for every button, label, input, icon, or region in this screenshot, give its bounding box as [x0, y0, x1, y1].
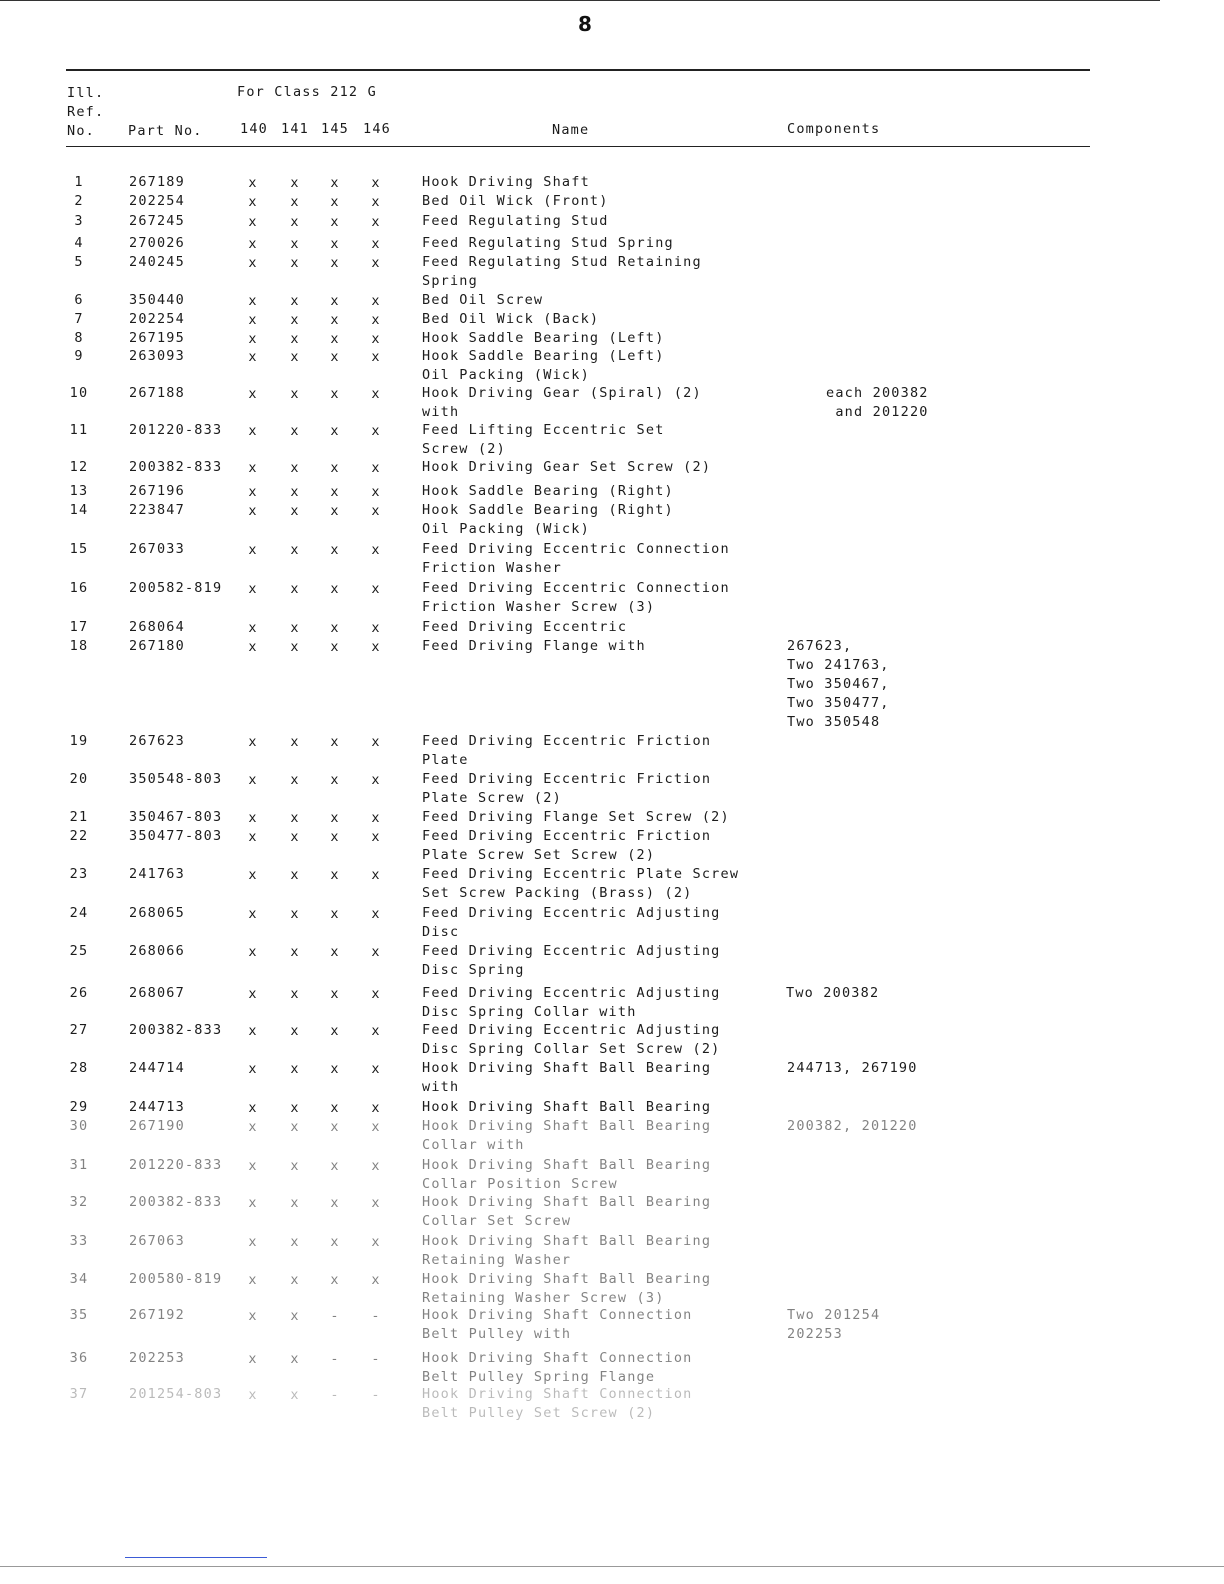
row-model-mark: x: [290, 620, 300, 636]
row-model-mark: x: [248, 386, 258, 402]
row-model-mark: x: [330, 175, 340, 191]
row-model-mark: x: [290, 734, 300, 750]
row-model-mark: x: [371, 175, 381, 191]
row-model-mark: x: [248, 810, 258, 826]
row-model-mark: x: [330, 1100, 340, 1116]
row-ref-number: 28: [69, 1060, 89, 1076]
row-model-mark: x: [371, 349, 381, 365]
row-part-number: 200382-833: [129, 1194, 223, 1210]
row-model-mark: x: [248, 620, 258, 636]
row-part-number: 244714: [129, 1060, 185, 1076]
row-model-mark: x: [371, 423, 381, 439]
row-model-mark: x: [290, 1351, 300, 1367]
row-model-mark: x: [330, 312, 340, 328]
row-model-mark: x: [248, 1023, 258, 1039]
row-part-name: Hook Driving Shaft Ball Bearing Retaining Washer: [422, 1233, 712, 1268]
row-model-mark: x: [371, 867, 381, 883]
row-part-name: Hook Driving Shaft Connection Belt Pulley Set Screw (2): [422, 1386, 693, 1421]
row-model-mark: x: [290, 331, 300, 347]
row-model-mark: x: [330, 386, 340, 402]
row-model-mark: x: [330, 810, 340, 826]
row-model-mark: x: [248, 214, 258, 230]
row-model-mark: x: [371, 810, 381, 826]
row-model-mark: x: [330, 1234, 340, 1250]
row-part-name: Hook Driving Gear (Spiral) (2) with: [422, 385, 702, 420]
row-model-mark: x: [290, 986, 300, 1002]
row-model-mark: x: [290, 1387, 300, 1403]
row-part-number: 267195: [129, 330, 185, 346]
row-model-mark: x: [290, 639, 300, 655]
row-ref-number: 2: [74, 193, 84, 209]
row-part-number: 268065: [129, 905, 185, 921]
row-ref-number: 36: [69, 1350, 89, 1366]
row-model-mark: x: [330, 331, 340, 347]
row-model-mark: x: [371, 542, 381, 558]
row-ref-number: 30: [69, 1118, 89, 1134]
row-part-name: Feed Driving Eccentric Adjusting Disc Spring: [422, 943, 721, 978]
row-model-mark: x: [290, 423, 300, 439]
row-model-mark: x: [248, 175, 258, 191]
row-part-name: Feed Lifting Eccentric Set Screw (2): [422, 422, 665, 457]
row-ref-number: 13: [69, 483, 89, 499]
row-part-number: 244713: [129, 1099, 185, 1115]
row-model-mark: x: [371, 1061, 381, 1077]
row-model-mark: x: [290, 255, 300, 271]
row-model-mark: x: [290, 349, 300, 365]
row-model-mark: -: [371, 1387, 381, 1403]
row-model-mark: x: [248, 331, 258, 347]
row-ref-number: 18: [69, 638, 89, 654]
row-model-mark: x: [290, 829, 300, 845]
row-model-mark: x: [371, 829, 381, 845]
row-part-name: Feed Driving Eccentric Friction Plate Screw (2): [422, 771, 712, 806]
row-ref-number: 17: [69, 619, 89, 635]
row-ref-number: 23: [69, 866, 89, 882]
row-model-mark: x: [371, 194, 381, 210]
row-model-mark: x: [330, 1119, 340, 1135]
row-part-name: Hook Saddle Bearing (Right): [422, 483, 674, 499]
row-model-mark: x: [290, 293, 300, 309]
row-model-mark: x: [290, 460, 300, 476]
row-model-mark: x: [290, 194, 300, 210]
row-part-name: Feed Driving Flange Set Screw (2): [422, 809, 730, 825]
row-model-mark: x: [330, 214, 340, 230]
row-model-mark: x: [248, 460, 258, 476]
row-model-mark: x: [248, 867, 258, 883]
row-part-number: 350467-803: [129, 809, 223, 825]
row-part-name: Hook Driving Shaft Connection Belt Pulley with: [422, 1307, 693, 1342]
row-ref-number: 25: [69, 943, 89, 959]
row-model-mark: x: [371, 1119, 381, 1135]
row-ref-number: 19: [69, 733, 89, 749]
row-part-number: 200382-833: [129, 1022, 223, 1038]
header-ref-line3: No.: [67, 123, 95, 139]
row-model-mark: x: [330, 906, 340, 922]
row-ref-number: 31: [69, 1157, 89, 1173]
row-model-mark: x: [371, 484, 381, 500]
row-part-name: Feed Regulating Stud Retaining Spring: [422, 254, 702, 289]
row-model-mark: x: [248, 1061, 258, 1077]
row-ref-number: 33: [69, 1233, 89, 1249]
row-model-mark: x: [330, 986, 340, 1002]
row-model-mark: -: [330, 1351, 340, 1367]
row-model-mark: x: [371, 581, 381, 597]
row-model-mark: x: [330, 460, 340, 476]
row-model-mark: x: [248, 944, 258, 960]
row-model-mark: x: [371, 1272, 381, 1288]
row-part-name: Bed Oil Screw: [422, 292, 544, 308]
row-model-mark: x: [371, 1100, 381, 1116]
row-model-mark: x: [248, 581, 258, 597]
row-part-number: 200382-833: [129, 459, 223, 475]
row-components: Two 200382: [786, 985, 880, 1001]
row-part-number: 267063: [129, 1233, 185, 1249]
row-model-mark: x: [290, 542, 300, 558]
row-ref-number: 14: [69, 502, 89, 518]
header-class: For Class 212 G: [237, 84, 377, 100]
row-part-number: 267245: [129, 213, 185, 229]
row-model-mark: -: [330, 1387, 340, 1403]
row-model-mark: x: [330, 503, 340, 519]
row-ref-number: 35: [69, 1307, 89, 1323]
row-part-name: Feed Driving Eccentric: [422, 619, 628, 635]
row-part-number: 201254-803: [129, 1386, 223, 1402]
row-model-mark: x: [290, 1023, 300, 1039]
row-model-mark: -: [371, 1351, 381, 1367]
row-part-name: Feed Driving Eccentric Plate Screw Set Screw Packing (Brass) (2): [422, 866, 740, 901]
row-components: Two 201254 202253: [787, 1307, 881, 1342]
row-part-number: 267033: [129, 541, 185, 557]
row-model-mark: x: [290, 1272, 300, 1288]
row-part-number: 267196: [129, 483, 185, 499]
row-model-mark: x: [371, 1023, 381, 1039]
header-col-140: 140: [240, 121, 268, 137]
header-ref-line1: Ill.: [67, 85, 105, 101]
row-model-mark: x: [248, 1272, 258, 1288]
row-model-mark: x: [330, 423, 340, 439]
row-model-mark: x: [330, 772, 340, 788]
bottom-edge-line: [0, 1566, 1224, 1567]
row-ref-number: 12: [69, 459, 89, 475]
row-ref-number: 24: [69, 905, 89, 921]
row-ref-number: 10: [69, 385, 89, 401]
row-part-name: Hook Driving Shaft Connection Belt Pulley Spring Flange: [422, 1350, 693, 1385]
row-part-name: Hook Driving Shaft Ball Bearing Retaining Washer Screw (3): [422, 1271, 712, 1306]
row-ref-number: 32: [69, 1194, 89, 1210]
row-part-number: 267190: [129, 1118, 185, 1134]
row-model-mark: x: [290, 1308, 300, 1324]
row-model-mark: x: [290, 810, 300, 826]
row-model-mark: x: [290, 1061, 300, 1077]
row-part-number: 270026: [129, 235, 185, 251]
row-model-mark: x: [248, 1351, 258, 1367]
row-part-number: 223847: [129, 502, 185, 518]
row-part-name: Feed Driving Eccentric Friction Plate: [422, 733, 712, 768]
row-model-mark: x: [330, 484, 340, 500]
row-part-name: Feed Driving Flange with: [422, 638, 646, 654]
row-model-mark: x: [290, 1158, 300, 1174]
row-model-mark: x: [248, 1387, 258, 1403]
row-part-number: 267623: [129, 733, 185, 749]
row-model-mark: x: [248, 1158, 258, 1174]
row-ref-number: 7: [74, 311, 84, 327]
page-number: 8: [578, 12, 592, 36]
row-part-name: Hook Driving Shaft Ball Bearing with: [422, 1060, 712, 1095]
row-part-name: Feed Driving Eccentric Friction Plate Screw Set Screw (2): [422, 828, 712, 863]
row-part-number: 268064: [129, 619, 185, 635]
row-model-mark: x: [371, 772, 381, 788]
row-model-mark: x: [290, 1234, 300, 1250]
row-model-mark: x: [330, 620, 340, 636]
row-model-mark: x: [290, 386, 300, 402]
row-model-mark: x: [371, 255, 381, 271]
row-part-number: 201220-833: [129, 1157, 223, 1173]
row-model-mark: x: [248, 503, 258, 519]
row-model-mark: x: [248, 484, 258, 500]
row-model-mark: x: [248, 542, 258, 558]
row-part-name: Hook Driving Shaft Ball Bearing Collar Set Screw: [422, 1194, 712, 1229]
row-part-name: Feed Driving Eccentric Adjusting Disc Spring Collar with: [422, 985, 721, 1020]
header-name: Name: [552, 122, 590, 138]
row-ref-number: 3: [74, 213, 84, 229]
row-part-number: 267188: [129, 385, 185, 401]
row-part-name: Bed Oil Wick (Back): [422, 311, 600, 327]
row-model-mark: x: [248, 255, 258, 271]
row-model-mark: x: [371, 214, 381, 230]
row-part-number: 268067: [129, 985, 185, 1001]
footer-line: [125, 1557, 267, 1558]
row-part-name: Hook Driving Shaft: [422, 174, 590, 190]
row-part-name: Feed Driving Eccentric Connection Friction Washer Screw (3): [422, 580, 730, 615]
row-model-mark: x: [290, 175, 300, 191]
row-ref-number: 37: [69, 1386, 89, 1402]
row-model-mark: x: [330, 639, 340, 655]
row-ref-number: 5: [74, 254, 84, 270]
row-part-name: Hook Driving Gear Set Screw (2): [422, 459, 712, 475]
row-model-mark: x: [371, 293, 381, 309]
row-part-name: Feed Regulating Stud: [422, 213, 609, 229]
row-model-mark: x: [248, 312, 258, 328]
row-model-mark: x: [248, 772, 258, 788]
row-model-mark: x: [371, 1195, 381, 1211]
row-ref-number: 34: [69, 1271, 89, 1287]
row-part-name: Feed Driving Eccentric Connection Friction Washer: [422, 541, 730, 576]
row-model-mark: x: [330, 1061, 340, 1077]
row-part-name: Hook Driving Shaft Ball Bearing: [422, 1099, 712, 1115]
row-components: 267623, Two 241763, Two 350467, Two 350477, Two 350548: [787, 638, 890, 730]
row-model-mark: x: [330, 829, 340, 845]
row-part-number: 267180: [129, 638, 185, 654]
row-part-number: 200580-819: [129, 1271, 223, 1287]
row-model-mark: x: [290, 906, 300, 922]
row-ref-number: 11: [69, 422, 89, 438]
row-part-number: 268066: [129, 943, 185, 959]
row-model-mark: x: [371, 1234, 381, 1250]
row-model-mark: x: [371, 1158, 381, 1174]
row-part-number: 350440: [129, 292, 185, 308]
row-model-mark: x: [371, 639, 381, 655]
row-part-number: 241763: [129, 866, 185, 882]
row-part-number: 263093: [129, 348, 185, 364]
row-model-mark: x: [248, 1308, 258, 1324]
row-model-mark: x: [248, 1195, 258, 1211]
row-model-mark: x: [330, 1158, 340, 1174]
row-ref-number: 15: [69, 541, 89, 557]
row-ref-number: 16: [69, 580, 89, 596]
row-model-mark: x: [371, 460, 381, 476]
row-model-mark: x: [248, 734, 258, 750]
row-part-name: Hook Driving Shaft Ball Bearing Collar Position Screw: [422, 1157, 712, 1192]
row-part-number: 201220-833: [129, 422, 223, 438]
row-components: 244713, 267190: [787, 1060, 918, 1076]
row-model-mark: x: [248, 1100, 258, 1116]
row-part-name: Feed Driving Eccentric Adjusting Disc Spring Collar Set Screw (2): [422, 1022, 721, 1057]
row-part-number: 202254: [129, 193, 185, 209]
row-model-mark: x: [290, 236, 300, 252]
row-model-mark: -: [371, 1308, 381, 1324]
row-model-mark: x: [248, 349, 258, 365]
row-part-number: 350477-803: [129, 828, 223, 844]
row-model-mark: x: [248, 194, 258, 210]
row-model-mark: x: [290, 484, 300, 500]
row-model-mark: x: [330, 944, 340, 960]
row-model-mark: x: [248, 293, 258, 309]
row-model-mark: x: [371, 620, 381, 636]
row-part-number: 200582-819: [129, 580, 223, 596]
row-ref-number: 20: [69, 771, 89, 787]
row-part-name: Hook Saddle Bearing (Right) Oil Packing (Wick): [422, 502, 674, 537]
header-part-no: Part No.: [128, 123, 203, 139]
row-model-mark: x: [371, 386, 381, 402]
row-part-number: 202253: [129, 1350, 185, 1366]
row-model-mark: x: [290, 867, 300, 883]
row-model-mark: x: [330, 581, 340, 597]
row-model-mark: x: [290, 1119, 300, 1135]
header-col-141: 141: [281, 121, 309, 137]
row-ref-number: 6: [74, 292, 84, 308]
header-components: Components: [787, 121, 881, 137]
row-model-mark: x: [371, 331, 381, 347]
row-ref-number: 26: [69, 985, 89, 1001]
header-col-146: 146: [363, 121, 391, 137]
row-model-mark: x: [290, 214, 300, 230]
row-part-name: Hook Saddle Bearing (Left) Oil Packing (Wick): [422, 348, 665, 383]
header-col-145: 145: [321, 121, 349, 137]
row-model-mark: x: [371, 906, 381, 922]
row-model-mark: x: [330, 236, 340, 252]
row-ref-number: 9: [74, 348, 84, 364]
row-model-mark: x: [248, 906, 258, 922]
row-model-mark: x: [290, 503, 300, 519]
row-model-mark: x: [371, 312, 381, 328]
row-part-number: 202254: [129, 311, 185, 327]
row-part-name: Feed Driving Eccentric Adjusting Disc: [422, 905, 721, 940]
row-model-mark: x: [290, 772, 300, 788]
row-model-mark: x: [371, 503, 381, 519]
row-model-mark: x: [330, 293, 340, 309]
row-components: each 200382 and 201220: [826, 385, 929, 420]
row-ref-number: 8: [74, 330, 84, 346]
row-model-mark: x: [371, 236, 381, 252]
row-part-number: 267189: [129, 174, 185, 190]
row-model-mark: x: [248, 986, 258, 1002]
row-model-mark: x: [290, 1195, 300, 1211]
row-model-mark: x: [330, 194, 340, 210]
row-model-mark: x: [248, 423, 258, 439]
row-part-number: 240245: [129, 254, 185, 270]
row-model-mark: x: [330, 349, 340, 365]
row-model-mark: x: [330, 734, 340, 750]
row-ref-number: 29: [69, 1099, 89, 1115]
row-model-mark: x: [248, 639, 258, 655]
row-model-mark: x: [371, 734, 381, 750]
row-model-mark: x: [290, 944, 300, 960]
row-part-name: Feed Regulating Stud Spring: [422, 235, 674, 251]
row-model-mark: -: [330, 1308, 340, 1324]
row-ref-number: 22: [69, 828, 89, 844]
row-ref-number: 27: [69, 1022, 89, 1038]
row-model-mark: x: [290, 581, 300, 597]
row-part-number: 267192: [129, 1307, 185, 1323]
header-ref-line2: Ref.: [67, 104, 105, 120]
row-model-mark: x: [371, 986, 381, 1002]
row-model-mark: x: [330, 542, 340, 558]
row-model-mark: x: [330, 867, 340, 883]
row-ref-number: 21: [69, 809, 89, 825]
row-model-mark: x: [371, 944, 381, 960]
row-part-name: Hook Saddle Bearing (Left): [422, 330, 665, 346]
row-part-name: Hook Driving Shaft Ball Bearing Collar with: [422, 1118, 712, 1153]
row-model-mark: x: [330, 1272, 340, 1288]
row-model-mark: x: [330, 255, 340, 271]
row-ref-number: 4: [74, 235, 84, 251]
row-model-mark: x: [330, 1023, 340, 1039]
row-components: 200382, 201220: [787, 1118, 918, 1134]
row-ref-number: 1: [74, 174, 84, 190]
row-model-mark: x: [248, 829, 258, 845]
row-model-mark: x: [330, 1195, 340, 1211]
row-model-mark: x: [290, 1100, 300, 1116]
row-model-mark: x: [248, 1119, 258, 1135]
row-part-name: Bed Oil Wick (Front): [422, 193, 609, 209]
row-model-mark: x: [248, 236, 258, 252]
row-model-mark: x: [248, 1234, 258, 1250]
row-part-number: 350548-803: [129, 771, 223, 787]
row-model-mark: x: [290, 312, 300, 328]
